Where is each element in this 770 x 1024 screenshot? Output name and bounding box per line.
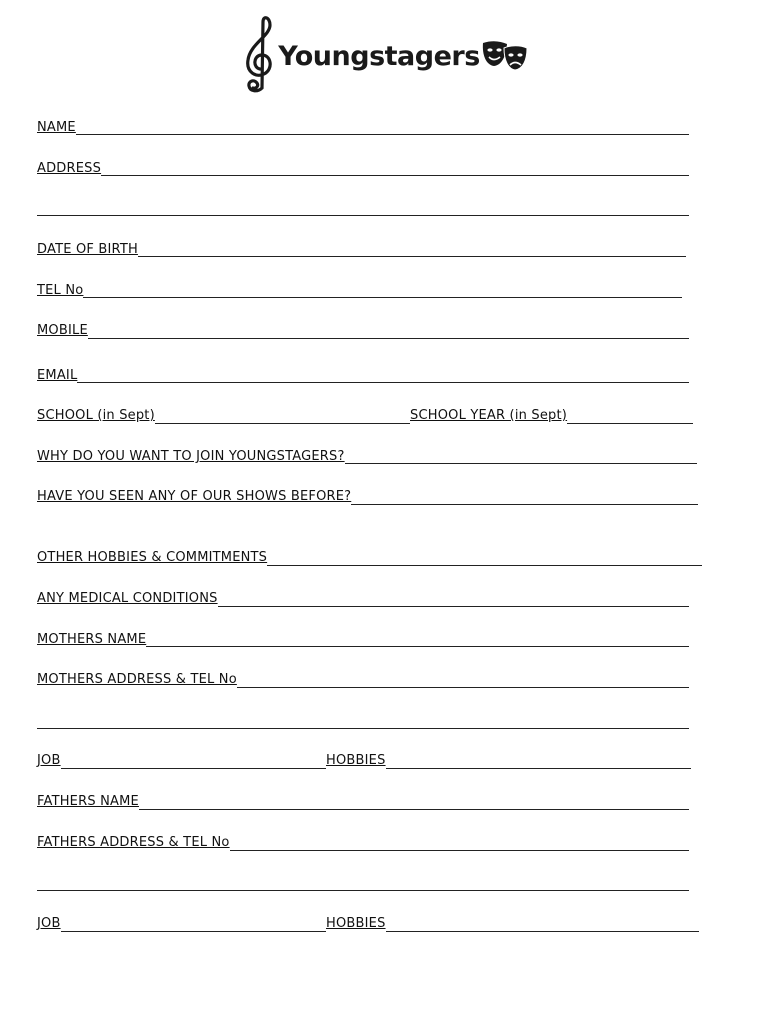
email-label: EMAIL (37, 368, 78, 383)
tel-label: TEL No (37, 283, 84, 298)
mothers-address-label: MOTHERS ADDRESS & TEL No (37, 672, 237, 687)
medical-label: ANY MEDICAL CONDITIONS (37, 591, 218, 606)
mother-job-label: JOB (37, 753, 61, 768)
school-year-label: SCHOOL YEAR (in Sept) (410, 408, 568, 423)
logo (0, 16, 770, 100)
fathers-name-label: FATHERS NAME (37, 794, 139, 809)
mothers-name-label: MOTHERS NAME (37, 632, 147, 647)
why-join-label: WHY DO YOU WANT TO JOIN YOUNGSTAGERS? (37, 449, 345, 464)
address-label: ADDRESS (37, 161, 102, 176)
hobbies-commitments-label: OTHER HOBBIES & COMMITMENTS (37, 550, 268, 565)
fathers-address-label: FATHERS ADDRESS & TEL No (37, 835, 230, 850)
school-label: SCHOOL (in Sept) (37, 408, 155, 423)
mobile-label: MOBILE (37, 323, 88, 338)
mother-hobbies-label: HOBBIES (326, 753, 386, 768)
dob-label: DATE OF BIRTH (37, 242, 138, 257)
name-label: NAME (37, 120, 76, 135)
seen-shows-label: HAVE YOU SEEN ANY OF OUR SHOWS BEFORE? (37, 489, 352, 504)
father-hobbies-label: HOBBIES (326, 916, 386, 931)
brand-name: Youngstagers (278, 40, 480, 72)
theatre-masks-icon (480, 39, 530, 73)
treble-clef-icon (240, 16, 280, 96)
father-job-label: JOB (37, 916, 61, 931)
